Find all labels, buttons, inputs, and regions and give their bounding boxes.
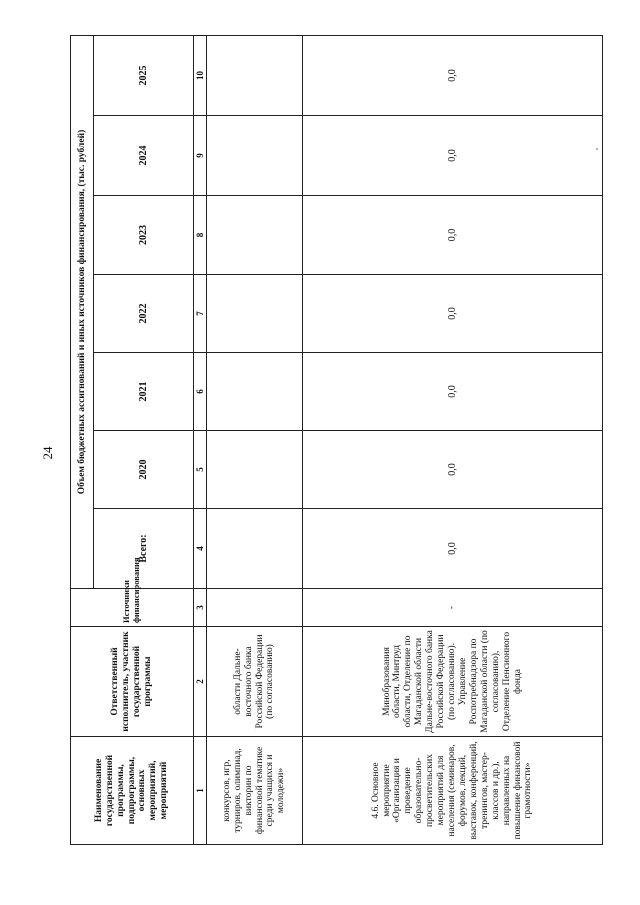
row-value bbox=[207, 431, 303, 509]
table-row bbox=[207, 35, 303, 844]
column-number: 1 bbox=[194, 737, 207, 845]
header-name: Наименование государственной программы, подпрограммы, основных мероприятий, мероприятий bbox=[71, 737, 194, 845]
column-number: 2 bbox=[194, 627, 207, 737]
row-executor: Минобразования области, Минтруд области, Отделение по Магаданской области Дальне-восточного банка Российской Федерации (по согласованию). Управление Роспотребнадзора по Магаданской области (по согласованию), Отделение Пенсионного фонда bbox=[303, 627, 603, 737]
column-number: 8 bbox=[194, 196, 207, 275]
column-number: 7 bbox=[194, 275, 207, 353]
page-number: 24 bbox=[40, 446, 55, 460]
column-number: 10 bbox=[194, 35, 207, 115]
header-total: Всего: bbox=[94, 509, 194, 589]
row-value: 0,0 bbox=[303, 509, 603, 589]
row-value: 0,0 bbox=[303, 116, 603, 196]
header-year: 2021 bbox=[94, 353, 194, 431]
table-row bbox=[303, 35, 603, 844]
row-value bbox=[207, 196, 303, 275]
column-number: 6 bbox=[194, 353, 207, 431]
header-source: Источники финансирования bbox=[71, 589, 194, 627]
row-value: 0,0 bbox=[303, 275, 603, 353]
header-year: 2020 bbox=[94, 431, 194, 509]
column-number: 9 bbox=[194, 116, 207, 196]
row-value: 0,0 bbox=[303, 431, 603, 509]
budget-table bbox=[70, 35, 603, 845]
row-source bbox=[207, 589, 303, 627]
row-value: 0,0 bbox=[303, 35, 603, 115]
row-value: 0,0 bbox=[303, 196, 603, 275]
header-year: 2024 bbox=[94, 116, 194, 196]
column-number: 5 bbox=[194, 431, 207, 509]
row-name: 4.6. Основное мероприятие «Организация и проведение образовательно-просветительских мероприятий для населения (семинаров, форумов, лекций, выставок, конференций, тренингов, мастер-классов и др.), направленных на повышение финансовой грамотности» bbox=[303, 737, 603, 845]
row-value bbox=[207, 353, 303, 431]
header-year: 2023 bbox=[94, 196, 194, 275]
row-source: - bbox=[303, 589, 603, 627]
row-value bbox=[207, 116, 303, 196]
row-name: конкурсов, игр, турниров, олимпиад, викторин по финансовой тематике среди учащихся и молодежи» bbox=[207, 737, 303, 845]
column-number: 3 bbox=[194, 589, 207, 627]
column-number: 4 bbox=[194, 509, 207, 589]
header-volume: Объем бюджетных ассигнований и иных источников финансирования, (тыс. рублей) bbox=[71, 35, 94, 588]
header-year: 2025 bbox=[94, 35, 194, 115]
header-year: 2022 bbox=[94, 275, 194, 353]
row-value bbox=[207, 275, 303, 353]
header-executor: Ответственный исполнитель, участник государственной программы bbox=[71, 627, 194, 737]
row-value bbox=[207, 509, 303, 589]
budget-table-container bbox=[70, 36, 640, 840]
row-executor: области Дальне-восточного банка Российской Федерации (по согласованию) bbox=[207, 627, 303, 737]
row-value bbox=[207, 35, 303, 115]
row-value: 0,0 bbox=[303, 353, 603, 431]
